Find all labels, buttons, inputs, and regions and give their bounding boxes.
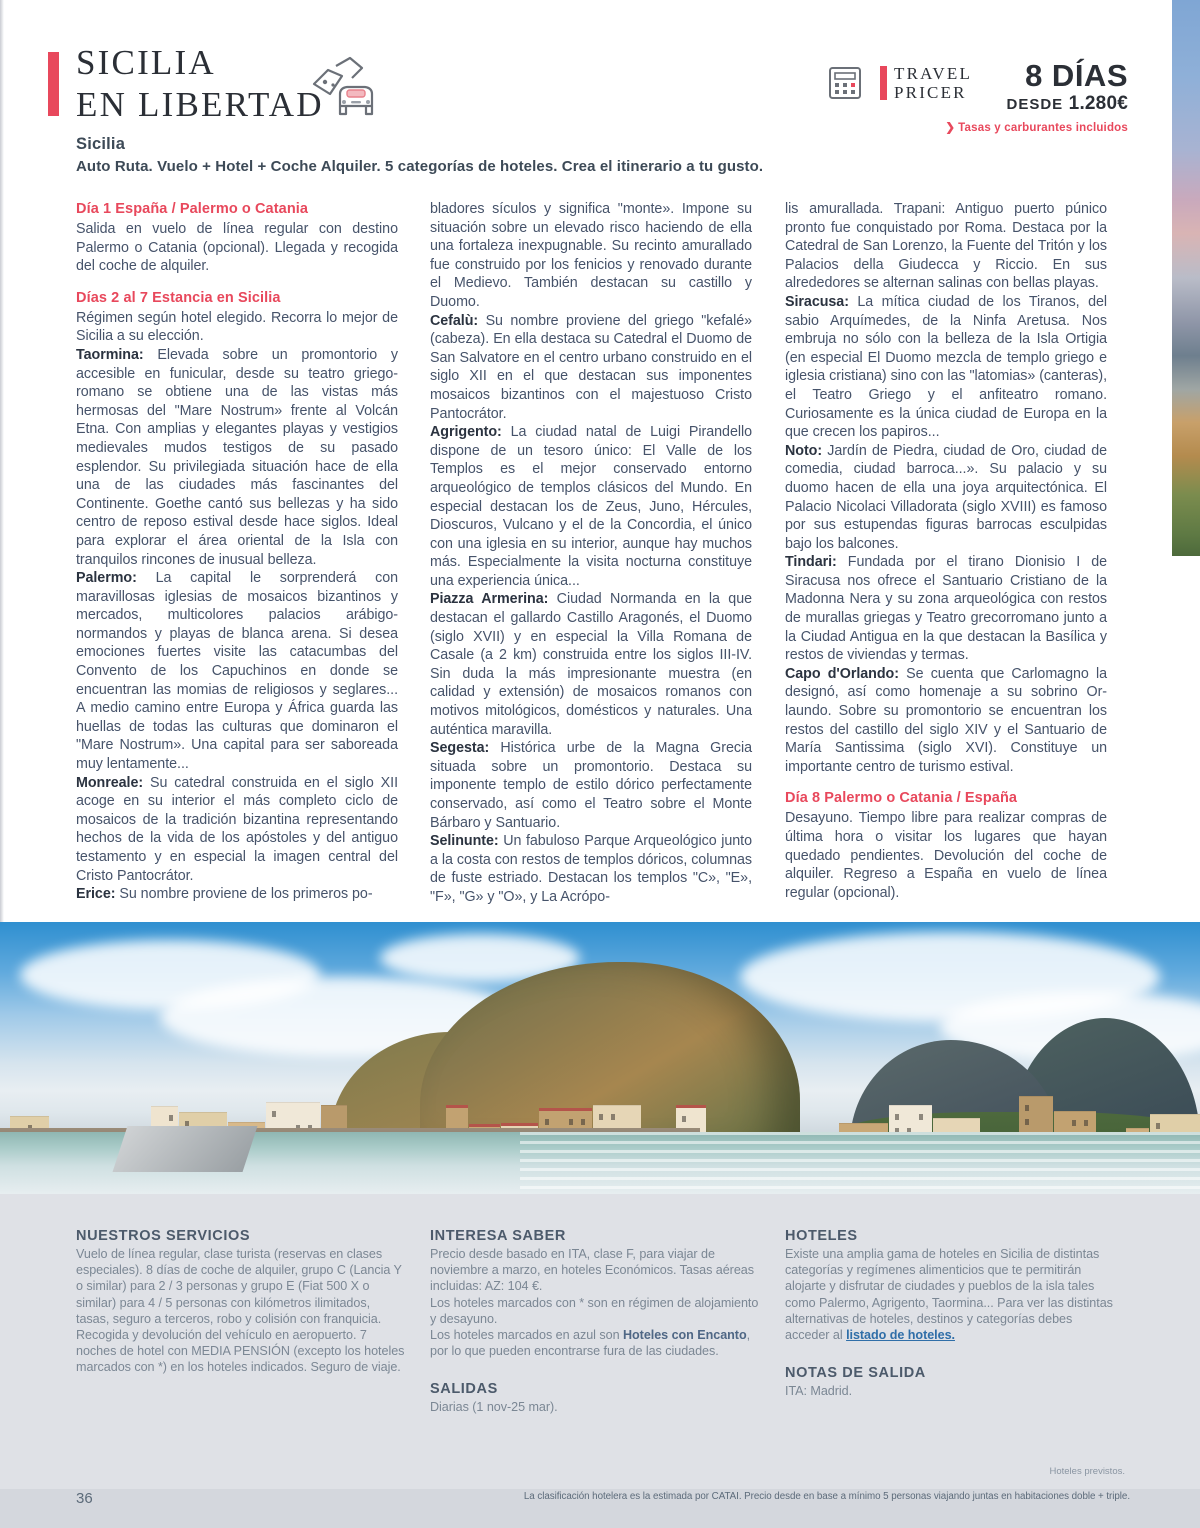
itinerary-place-paragraph: Segesta: Histórica urbe de la Magna Grecia situada sobre un promontorio. Destaca su imponente templo de estilo dórico perfectamente conservado, así como el Teatro sobre el Monte Bárbaro y Santuario. bbox=[430, 740, 752, 831]
page-title bbox=[76, 42, 324, 126]
itinerary-place-paragraph: Cefalù: Su nombre proviene del griego "kefalé» (cabeza). En ella destaca su Catedral el Duomo de San Salvatore en el centro urbano construido en el siglo XII en el que destacan sus imponentes mosaicos bizantinos con el majestuoso Cristo Pantocrátor. bbox=[430, 312, 752, 422]
itinerary-place-name: Erice: bbox=[76, 886, 116, 903]
photo-window bbox=[1072, 1120, 1076, 1126]
hotels-text bbox=[785, 1246, 1115, 1343]
itinerary-paragraph: Salida en vuelo de línea regular con destino Palermo o Catania (opcional). Llegada y recogida del coche de alquiler. bbox=[76, 221, 398, 275]
itinerary-place-name: Siracusa: bbox=[785, 293, 849, 310]
itinerary-place-paragraph: Selinunte: Un fabuloso Parque Arqueológico junto a la costa con restos de templos dóricos, columnas de fuste estriado. Destacan los templos "C», "E», "F», "G» y "O», y La Acrópo- bbox=[430, 833, 752, 905]
itinerary-place-paragraph: Piazza Armerina: Ciudad Normanda en la que destacan el gallardo Castillo Aragonés, el Duomo (siglo XVII) y en especial la Villa Romana de Casale (a 2 km) construida entre los siglos III-IV. Sin duda la más impresionante muestra (en calidad y extensión) de mosaicos romanos con motivos mitológicos, domésticos y naturales. Una auténtica maravilla. bbox=[430, 591, 752, 738]
itinerary-place-paragraph: Tindari: Fundada por el tirano Dionisio I de Siracusa nos ofrece el Santuario Cristiano de la Madonna Nera y su zona arqueológica con restos de murallas griegas y Teatro grecorromano junto a la Ciudad Antigua en la que destacan la Basílica y restos de viviendas y termas. bbox=[785, 554, 1107, 664]
interest-text-2: Los hoteles marcados con * son en régimen de alojamiento y desayuno. bbox=[430, 1295, 759, 1326]
travel-pricer-block bbox=[828, 60, 1128, 140]
photo-window bbox=[1025, 1119, 1029, 1125]
itinerary-place-paragraph: Siracusa: La mítica ciudad de los Tiranos, del sabio Arquímedes, de la Ninfa Aretusa. Nos embruja no sólo con la belleza de la Isla Ortigia (en especial El Duomo mezcla de templo griego e iglesia cristiana) sino con las "latomias» (canteras), el Teatro Griego y el anfiteatro romano. Curiosamente es la única ciudad de Europa en la que crecen los papiros... bbox=[785, 293, 1107, 441]
itinerary-place-name: Tindari: bbox=[785, 554, 837, 571]
hotels-heading: HOTELES bbox=[785, 1228, 858, 1244]
itinerary-place-name: Palermo: bbox=[76, 570, 137, 587]
page-title-line-1: SICILIA bbox=[76, 43, 216, 82]
itinerary-paragraph: Desayuno. Tiempo libre para realizar compras de última hora o visitar los lugares que hayan quedado pendientes. Devolución del coche de alquiler. Regreso a España en vuelo de línea regular (opcional). bbox=[785, 810, 1107, 901]
photo-window bbox=[895, 1114, 899, 1120]
itinerary-column-2 bbox=[430, 200, 752, 907]
page-title-line-2: EN LIBERTAD bbox=[76, 85, 324, 124]
services-heading: NUESTROS SERVICIOS bbox=[76, 1228, 251, 1244]
info-band bbox=[0, 1194, 1200, 1489]
destination-label: Sicilia bbox=[76, 135, 126, 153]
price-from bbox=[946, 93, 1128, 115]
hotels-preview-note: Hoteles previstos. bbox=[1049, 1466, 1125, 1477]
itinerary-column-1 bbox=[76, 200, 398, 904]
calculator-icon bbox=[828, 66, 862, 100]
taxes-included-note bbox=[868, 120, 1128, 134]
photo-window bbox=[1025, 1105, 1029, 1111]
itinerary-place-name: Agrigento: bbox=[430, 424, 502, 441]
taxes-included-text: Tasas y carburantes incluidos bbox=[958, 122, 1128, 134]
itinerary-place-paragraph: Noto: Jardín de Piedra, ciudad de Oro, ciudad de comedia, ciudad barroca...». Su palacio y su duomo hacen de ella una joya arquitectónica. El Palacio Nicolaci Villadorata (siglo XVIII) es famoso por sus estupendas figuras barrocas esculpidas bajo los balcones. bbox=[785, 442, 1107, 552]
price-from-label: DESDE bbox=[1006, 96, 1064, 113]
itinerary-paragraph: bladores sículos y significa "monte». Impone su situación sobre un elevado risco haciendo de ella una fortaleza inexpugnable. Su recinto amurallado fue construido por los fenicios y renovado durante el Medievo. También destacan su castillo y Duomo. bbox=[430, 201, 752, 310]
hotel-car-icon bbox=[306, 54, 384, 124]
footer-disclaimer: La clasificación hotelera es la estimada por CATAI. Precio desde en base a mínimo 5 personas viajando juntas en habitaciones doble + triple. bbox=[523, 1491, 1130, 1502]
photo-window bbox=[169, 1115, 173, 1121]
departure-notes-heading: NOTAS DE SALIDA bbox=[785, 1365, 926, 1382]
destination-photo bbox=[0, 922, 1200, 1194]
itinerary-place-name: Segesta: bbox=[430, 740, 490, 757]
right-edge-photo-bleed bbox=[1172, 0, 1200, 556]
itinerary-place-paragraph: Palermo: La capital le sorprenderá con maravillosas iglesias de mosaicos bizantinos y mercados, multicolores palacios arábigo-normandos y playas de blanca arena. Si desea emociones fuertes visite las catacumbas del Convento de los Capuchinos en donde se encuentran las momias de religiosos y seglares... A medio camino entre Europa y África guarda las huellas de todas las culturas que dominaron el "Mare Nostrum». Una capital para ser saboreada muy lentamente... bbox=[76, 570, 398, 773]
itinerary-place-name: Monreale: bbox=[76, 774, 144, 791]
photo-window bbox=[1156, 1123, 1160, 1129]
departures-heading: SALIDAS bbox=[430, 1381, 498, 1398]
interest-text-3c: , por lo que pueden encontrarse fura de las ciudades. bbox=[430, 1328, 751, 1359]
departure-notes-text: ITA: Madrid. bbox=[785, 1384, 853, 1399]
photo-window bbox=[682, 1116, 686, 1122]
interest-text-3a: Los hoteles marcados en azul son bbox=[430, 1328, 623, 1343]
photo-jetty bbox=[113, 1126, 258, 1172]
itinerary-place-paragraph: Agrigento: La ciudad natal de Luigi Pirandello dispone de un tesoro único: El Valle de los Templos es el mejor conservado entorno arqueológico de templos clásicos del Mundo. En especial destacan los de Zeus, Juno, Hércules, Dioscuros, Vulcano y el de la Concordia, el único con una iglesia en su interior, aunque hay muchos más. Especialmente la visita nocturna constituye una experiencia única... bbox=[430, 424, 752, 589]
hoteles-con-encanto-label: Hoteles con Encanto bbox=[622, 1328, 747, 1343]
itinerary-place-paragraph: Taormina: Elevada sobre un promontorio y accesible en funicular, desde su teatro griego-romano se obtiene una de las vistas más hermosas del "Mare Nostrum» frente al Volcán Etna. Con amplias y elegantes playas y vestigios medievales mudos testigos de su pasado esplendor. Su privilegiada situación hace de ella una de las ciudades más fascinantes del Continente. Goethe cantó sus bellezas y ha sido centro de reposo estival desde hace siglos. Ideal para explorar el área oriental de la Isla con tranquilos rincones de inusual belleza. bbox=[76, 346, 398, 568]
services-text: Vuelo de línea regular, clase turista (reservas en clases especiales). 8 días de coche de alquiler, grupo C (Lancia Y o similar) para 2 / 3 personas y grupo E (Fiat 500 X o similar) para 4 / 5 personas con kilómetros ilimitados, tasas, seguro a terceros, robo y colisión con franquicia. Recogida y devolución del vehículo en aeropuerto. 7 noches de hotel con MEDIA PENSIÓN (excepto los hoteles marcados con *) en los hoteles indicados. Seguro de viaje. bbox=[76, 1247, 405, 1375]
hotel-list-link[interactable]: listado de hoteles. bbox=[846, 1328, 955, 1343]
hotels-section bbox=[785, 1228, 1115, 1399]
itinerary-place-name: Selinunte: bbox=[430, 833, 499, 850]
interest-heading: INTERESA SABER bbox=[430, 1228, 566, 1244]
itinerary-place-name: Noto: bbox=[785, 442, 823, 459]
itinerary-column-3 bbox=[785, 200, 1107, 902]
interest-text-1: Precio desde basado en ITA, clase F, para viajar de noviembre a marzo, en hoteles Económicos. Tasas aéreas incluidas: AZ: 104 €. bbox=[430, 1247, 754, 1294]
itinerary-place-paragraph: Erice: Su nombre proviene de los primeros po- bbox=[76, 886, 373, 903]
travel-pricer-brand-line-2: PRICER bbox=[894, 83, 967, 102]
itinerary-place-name: Cefalù: bbox=[430, 312, 479, 329]
interest-text-3 bbox=[430, 1327, 760, 1359]
itinerary-day-heading: Días 2 al 7 Estancia en Sicilia bbox=[76, 289, 281, 306]
itinerary-day-heading: Día 1 España / Palermo o Catania bbox=[76, 201, 309, 217]
itinerary-place-paragraph: Monreale: Su catedral construida en el siglo XII acoge en su interior el más completo ciclo de mosaicos de la tradición bizantina representando hechos de la vida de los apóstoles y del antiguo testamento y en especial la imagen central del Cristo Pantocrátor. bbox=[76, 774, 398, 884]
page-number: 36 bbox=[76, 1490, 93, 1507]
photo-window bbox=[545, 1119, 549, 1125]
itinerary-place-name: Piazza Armerina: bbox=[430, 591, 549, 608]
services-section bbox=[76, 1228, 406, 1376]
photo-window bbox=[569, 1119, 573, 1125]
photo-window bbox=[611, 1114, 615, 1120]
chevron-right-icon: ❯ bbox=[945, 122, 956, 134]
interest-section bbox=[430, 1228, 760, 1416]
itinerary-columns bbox=[0, 200, 1150, 915]
title-accent-bar bbox=[48, 52, 59, 116]
itinerary-paragraph: Régimen según hotel elegido. Recorra lo mejor de Sicilia a su elección. bbox=[76, 309, 398, 345]
photo-window bbox=[599, 1114, 603, 1120]
itinerary-day-heading: Día 8 Palermo o Catania / España bbox=[785, 790, 1018, 807]
photo-window bbox=[919, 1114, 923, 1120]
price-value: 1.280€ bbox=[1068, 93, 1128, 114]
travel-pricer-brand-line-1: TRAVEL bbox=[894, 64, 973, 83]
itinerary-paragraph: lis amurallada. Trapani: Antiguo puerto púnico pronto fue conquistado por Roma. Destaca por la Catedral de San Lorenzo, la Fuente del Tritón y los Palacios della Giudecca y Riccio. En sus alrededores se alternan salinas con bellas playas. bbox=[785, 201, 1107, 292]
itinerary-place-name: Taormina: bbox=[76, 346, 144, 363]
page-header bbox=[0, 0, 1150, 190]
photo-window bbox=[1084, 1120, 1088, 1126]
duration-label: 8 DÍAS bbox=[1025, 58, 1128, 93]
itinerary-place-name: Capo d'Orlando: bbox=[785, 665, 899, 682]
pricer-accent-bar bbox=[880, 66, 887, 100]
itinerary-place-paragraph: Capo d'Orlando: Se cuenta que Carlomagno la designó, así como homenaje a su sobrino Or-laundo. Sobre su promontorio se encuentran los restos del castillo del siglo XIV y el Santuario de María Santissima (siglo XVI). Constituye un importante centro de turismo estival. bbox=[785, 665, 1107, 775]
product-description: Auto Ruta. Vuelo + Hotel + Coche Alquiler. 5 categorías de hoteles. Crea el itinerario a tu gusto. bbox=[76, 158, 764, 175]
photo-window bbox=[581, 1119, 585, 1125]
hotels-text-body: Existe una amplia gama de hoteles en Sicilia de distintas categorías y regímenes alimenticios que te permitirán alojarte y disfrutar de ciudades y pueblos de la isla tales como Palermo, Agrigento, Taormina... Para ver las distintas alternativas de hoteles, destinos y categorías debes acceder al bbox=[785, 1247, 1113, 1343]
photo-window bbox=[272, 1111, 276, 1117]
departures-text: Diarias (1 nov-25 mar). bbox=[430, 1400, 558, 1415]
